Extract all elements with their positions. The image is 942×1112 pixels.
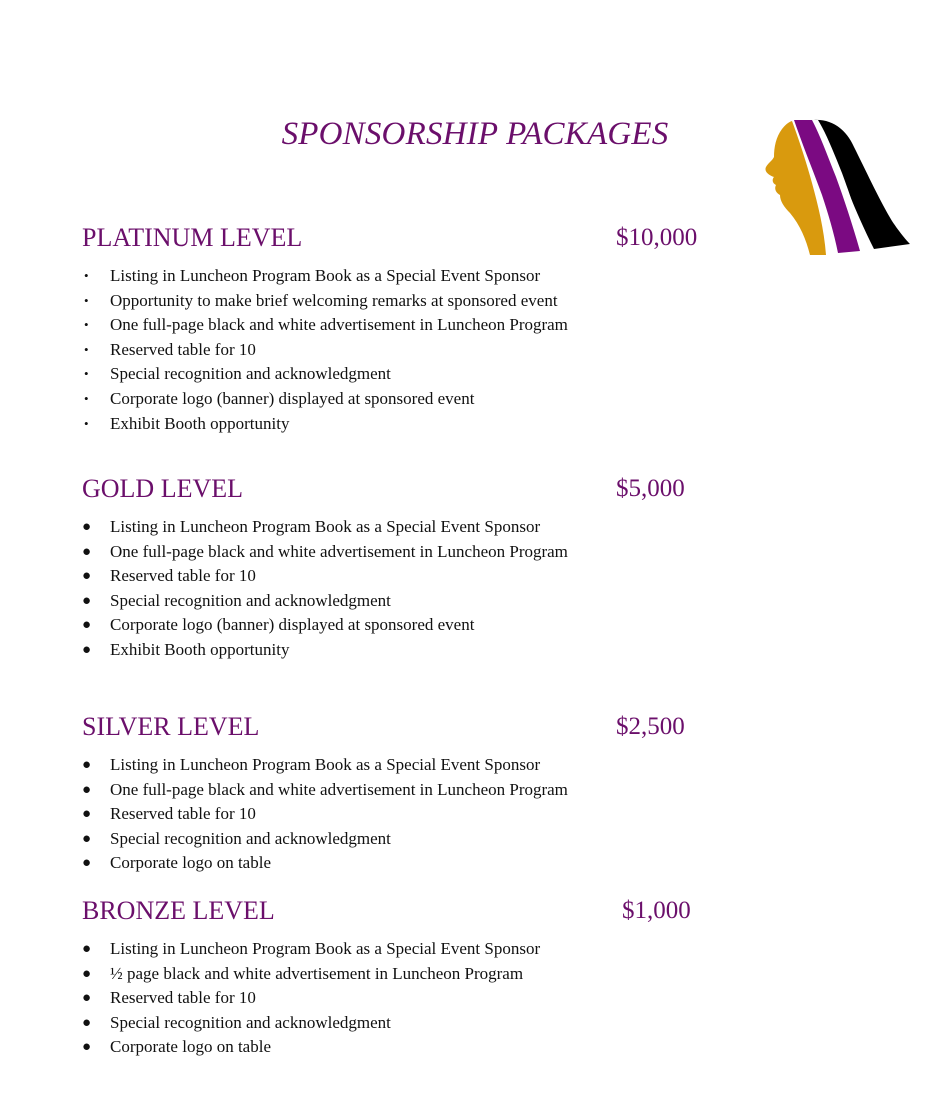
bullet-icon: ● — [82, 757, 92, 773]
list-item: ● Corporate logo (banner) displayed at sponsored event — [82, 613, 568, 638]
list-item: ● Listing in Luncheon Program Book as a Special Event Sponsor — [82, 937, 540, 962]
bullet-icon: • — [84, 317, 89, 333]
silver-level-section — [82, 711, 722, 886]
page-title: SPONSORSHIP PACKAGES — [281, 116, 669, 152]
list-item: ● Corporate logo on table — [82, 1035, 540, 1060]
list-item: • Exhibit Booth opportunity — [82, 412, 568, 437]
bullet-icon: ● — [82, 830, 92, 847]
benefits-list — [82, 753, 568, 876]
bullet-icon: ● — [82, 1014, 92, 1031]
bullet-icon: • — [84, 341, 89, 357]
bullet-icon: • — [84, 415, 89, 431]
list-item: • Reserved table for 10 — [82, 338, 568, 363]
bullet-icon: ● — [82, 781, 92, 798]
list-item: ● ½ page black and white advertisement in Luncheon Program — [82, 962, 540, 987]
list-item: ● One full-page black and white advertisement in Luncheon Program — [82, 540, 568, 565]
bullet-icon: ● — [82, 617, 92, 634]
bullet-icon: • — [84, 390, 89, 406]
woman-silhouette-logo-icon — [762, 117, 912, 255]
level-price: $1,000 — [622, 897, 691, 924]
list-item: ● Reserved table for 10 — [82, 564, 568, 589]
bullet-icon: ● — [82, 1039, 92, 1056]
platinum-level-section — [82, 222, 722, 446]
benefits-list — [82, 937, 540, 1060]
level-name: GOLD LEVEL — [82, 474, 244, 503]
benefits-list — [82, 515, 568, 663]
list-item: ● Reserved table for 10 — [82, 986, 540, 1011]
bullet-icon: ● — [82, 568, 92, 585]
level-price: $10,000 — [616, 224, 698, 251]
list-item: ● Reserved table for 10 — [82, 802, 568, 827]
list-item: • Listing in Luncheon Program Book as a Special Event Sponsor — [82, 264, 568, 289]
list-item: • Opportunity to make brief welcoming remarks at sponsored event — [82, 289, 568, 314]
bronze-level-section — [82, 895, 722, 1070]
list-item: • One full-page black and white advertisement in Luncheon Program — [82, 313, 568, 338]
list-item: ● One full-page black and white advertisement in Luncheon Program — [82, 778, 568, 803]
level-price: $5,000 — [616, 475, 685, 502]
bullet-icon: • — [84, 292, 89, 308]
bullet-icon: ● — [82, 519, 92, 535]
bullet-icon: • — [84, 366, 89, 382]
list-item: ● Special recognition and acknowledgment — [82, 827, 568, 852]
level-name: BRONZE LEVEL — [82, 896, 275, 925]
bullet-icon: ● — [82, 941, 92, 957]
gold-level-section — [82, 473, 722, 673]
benefits-list — [82, 264, 568, 436]
list-item: • Special recognition and acknowledgment — [82, 362, 568, 387]
list-item: ● Exhibit Booth opportunity — [82, 638, 568, 663]
level-name: SILVER LEVEL — [82, 712, 260, 741]
bullet-icon: ● — [82, 543, 92, 560]
list-item: • Corporate logo (banner) displayed at sponsored event — [82, 387, 568, 412]
bullet-icon: ● — [82, 592, 92, 609]
level-price: $2,500 — [616, 713, 685, 740]
bullet-icon: ● — [82, 965, 92, 982]
bullet-icon: ● — [82, 641, 92, 658]
list-item: ● Corporate logo on table — [82, 851, 568, 876]
bullet-icon: ● — [82, 990, 92, 1007]
list-item: ● Special recognition and acknowledgment — [82, 1011, 540, 1036]
list-item: ● Special recognition and acknowledgment — [82, 589, 568, 614]
bullet-icon: • — [84, 268, 89, 283]
level-name: PLATINUM LEVEL — [82, 223, 303, 252]
bullet-icon: ● — [82, 855, 92, 872]
list-item: ● Listing in Luncheon Program Book as a Special Event Sponsor — [82, 515, 568, 540]
list-item: ● Listing in Luncheon Program Book as a Special Event Sponsor — [82, 753, 568, 778]
bullet-icon: ● — [82, 806, 92, 823]
